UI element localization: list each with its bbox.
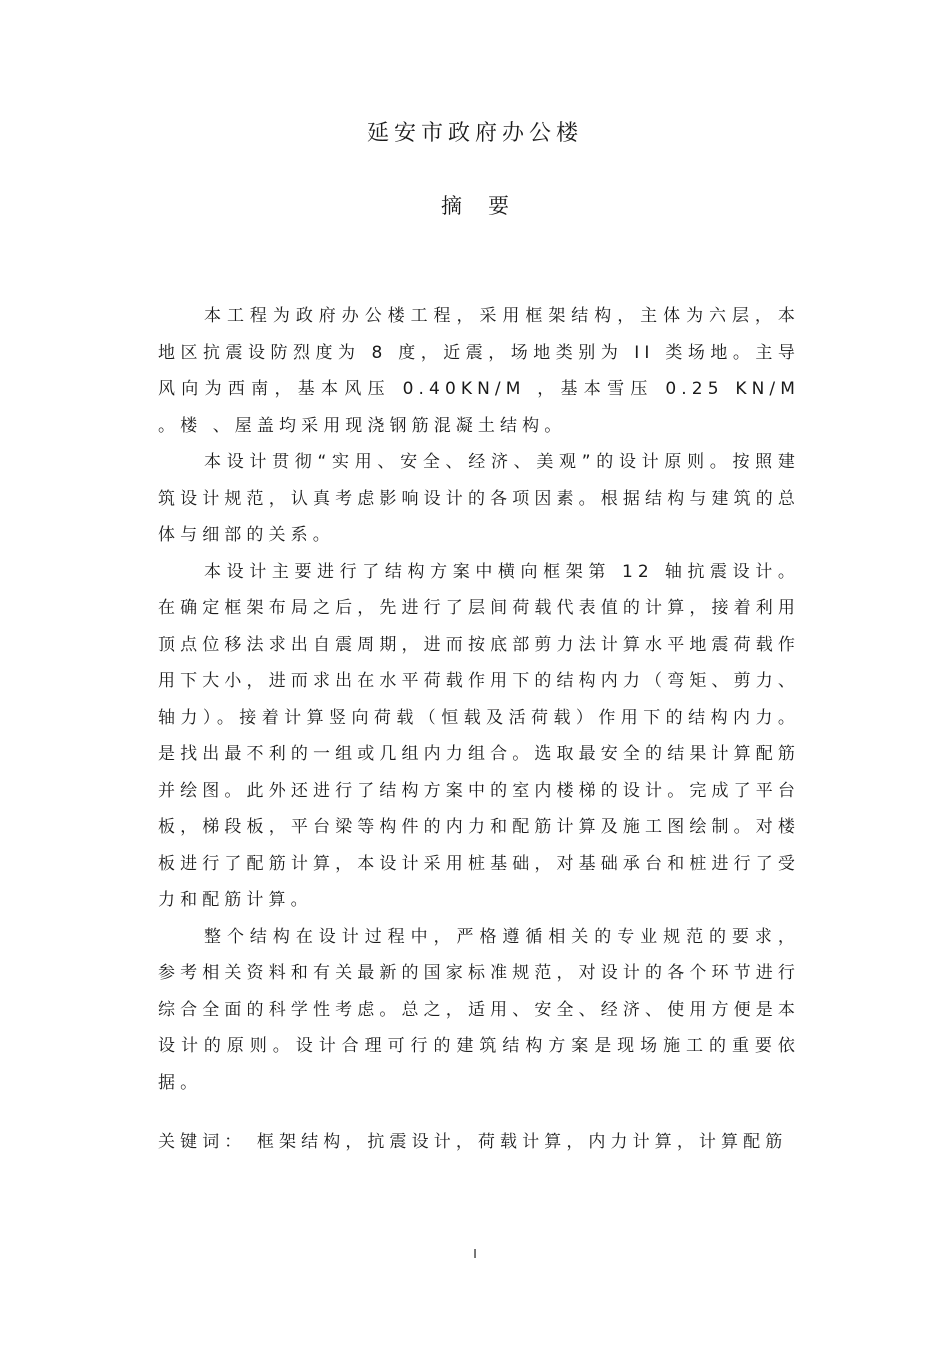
abstract-paragraph: 本设计主要进行了结构方案中横向框架第 12 轴抗震设计。在确定框架布局之后，先进行了层间荷载代表值的计算，接着利用顶点位移法求出自震周期，进而按底部剪力法计算水平地震荷载作用下大小，进而求出在水平荷载作用下的结构内力（弯矩、剪力、轴力）。接着计算竖向荷载（恒载及活荷载）作用下的结构内力。是找出最不利的一组或几组内力组合。选取最安全的结果计算配筋并绘图。此外还进行了结构方案中的室内楼梯的设计。完成了平台板，梯段板，平台梁等构件的内力和配筋计算及施工图绘制。对楼板进行了配筋计算，本设计采用桩基础，对基础承台和桩进行了受力和配筋计算。 [158, 561, 800, 910]
abstract-body [158, 298, 800, 1101]
keywords-line [158, 1126, 818, 1158]
keywords-list: 框架结构，抗震设计，荷载计算，内力计算，计算配筋 [256, 1132, 788, 1152]
keywords-label: 关键词： [158, 1132, 247, 1152]
abstract-paragraph: 整个结构在设计过程中，严格遵循相关的专业规范的要求，参考相关资料和有关最新的国家标准规范，对设计的各个环节进行综合全面的科学性考虑。总之，适用、安全、经济、使用方便是本设计的原则。设计合理可行的建筑结构方案是现场施工的重要依据。 [158, 926, 800, 1093]
abstract-heading: 摘要 [441, 194, 535, 218]
abstract-paragraph: 本设计贯彻“实用、安全、经济、美观”的设计原则。按照建筑设计规范，认真考虑影响设计的各项因素。根据结构与建筑的总体与细部的关系。 [158, 452, 800, 545]
page-number: I [473, 1247, 477, 1261]
abstract-paragraph: 本工程为政府办公楼工程，采用框架结构，主体为六层，本地区抗震设防烈度为 8 度，近震，场地类别为 II 类场地。主导风向为西南，基本风压 0.40KN/M ，基本雪压 0.25 KN/M 。楼 、屋盖均采用现浇钢筋混凝土结构。 [158, 306, 800, 436]
document-title: 延安市政府办公楼 [366, 121, 583, 146]
